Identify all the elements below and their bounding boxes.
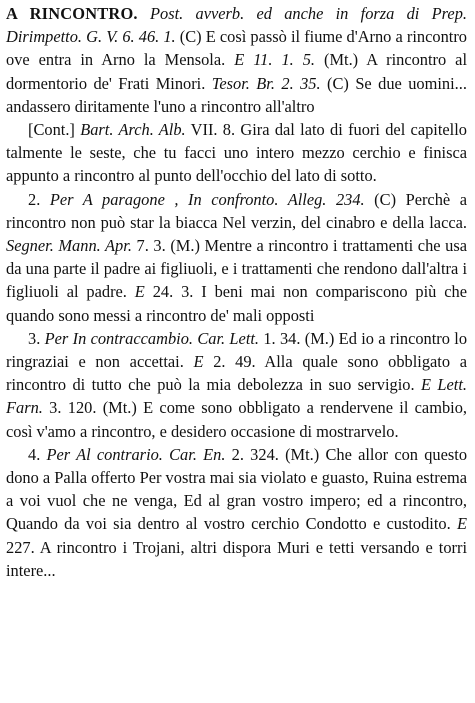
text-run: (C) Perchè a rincontro non può star la biacca Nel verzin, del cinabro e della lacca. <box>6 189 467 232</box>
text-run: 2. 49. Alla quale sono obbligato a rincontro di tutto che può la mia debolezza in suo servigio. <box>6 352 467 395</box>
italic-run: Per In contraccambio. Car. Lett. <box>44 328 260 348</box>
text-run: 4. <box>28 444 47 464</box>
italic-run: Per Al contrario. Car. En. <box>46 444 226 464</box>
italic-run: Bart. Arch. Alb. <box>80 120 186 140</box>
text-run: (Mt.) A rincontro al dormentorio de' Frati Minori. <box>6 50 468 93</box>
dictionary-entry <box>6 2 467 582</box>
italic-run: Per A paragone , In confronto. Alleg. 234. <box>49 189 365 209</box>
text-run: (C) Se due uomini... andassero diritamente l'uno a rincontro all'altro <box>6 73 467 116</box>
text-run: 227. A rincontro i Trojani, altri dispora Muri e tetti versando e torri intere... <box>6 537 467 580</box>
paragraph-text <box>6 190 467 325</box>
text-run: 7. 3. (M.) Mentre a rincontro i trattamenti che usa da una parte il padre ai figliuoli, e i trattamenti che rendono dall'altra i figliuoli al padre. <box>6 236 467 302</box>
entry-sense-4 <box>6 443 467 582</box>
text-run: 24. 3. I beni mai non compariscono più che quando sono messi a rincontro de' mali opposti <box>6 282 467 325</box>
italic-run: E <box>193 352 204 372</box>
italic-run: Post. avverb. ed anche in forza di Prep. Dirimpetto. G. V. 6. 46. 1. <box>6 4 467 47</box>
italic-run: E 11. 1. 5. <box>234 50 316 70</box>
paragraph-text <box>6 329 467 441</box>
italic-run: Segner. Mann. Apr. <box>6 236 132 256</box>
text-run: 2. 324. (Mt.) Che allor con questo dono a Palla offerto Per vostra mai sia violato e guasto, Ruina estrema a voi vuol che ne venga, Ed al gran vostro impero; ed a rincontro, Quando da voi sia dentro al vostro cerchio Condotto e custodito. <box>6 444 468 534</box>
entry-sense-3 <box>6 327 467 443</box>
text-run: 3. 120. (Mt.) E come sono obbligato a rendervene il cambio, così v'amo a rincontro, e desidero occasione di mostrarvelo. <box>6 398 467 441</box>
italic-run: Tesor. Br. 2. 35. <box>211 73 321 93</box>
text-run: (C) E così passò il fiume d'Arno a rincontro ove entra in Arno la Mensola. <box>6 27 467 70</box>
entry-sense-2 <box>6 188 467 327</box>
text-run: 1. 34. (M.) Ed io a rincontro lo ringraziai e non accettai. <box>6 328 468 372</box>
text-run <box>138 4 150 23</box>
text-run: 2. <box>28 189 50 209</box>
italic-run: E Lett. Farn. <box>6 375 467 418</box>
entry-continuation <box>6 118 467 188</box>
text-run: 3. <box>28 328 45 348</box>
entry-headword: A RINCONTRO. <box>6 4 138 23</box>
text-run: [Cont.] <box>28 120 81 140</box>
italic-run: E <box>134 282 145 302</box>
text-run: VII. 8. Gira dal lato di fuori del capitello talmente le seste, che tu facci uno intero mezzo cerchio e finisca appunto a rincontro al punto dell'occhio del lato di sotto. <box>6 120 467 186</box>
entry-sense-1 <box>6 2 467 118</box>
italic-run: E <box>456 514 467 534</box>
paragraph-text <box>6 445 467 580</box>
paragraph-text <box>6 120 467 185</box>
